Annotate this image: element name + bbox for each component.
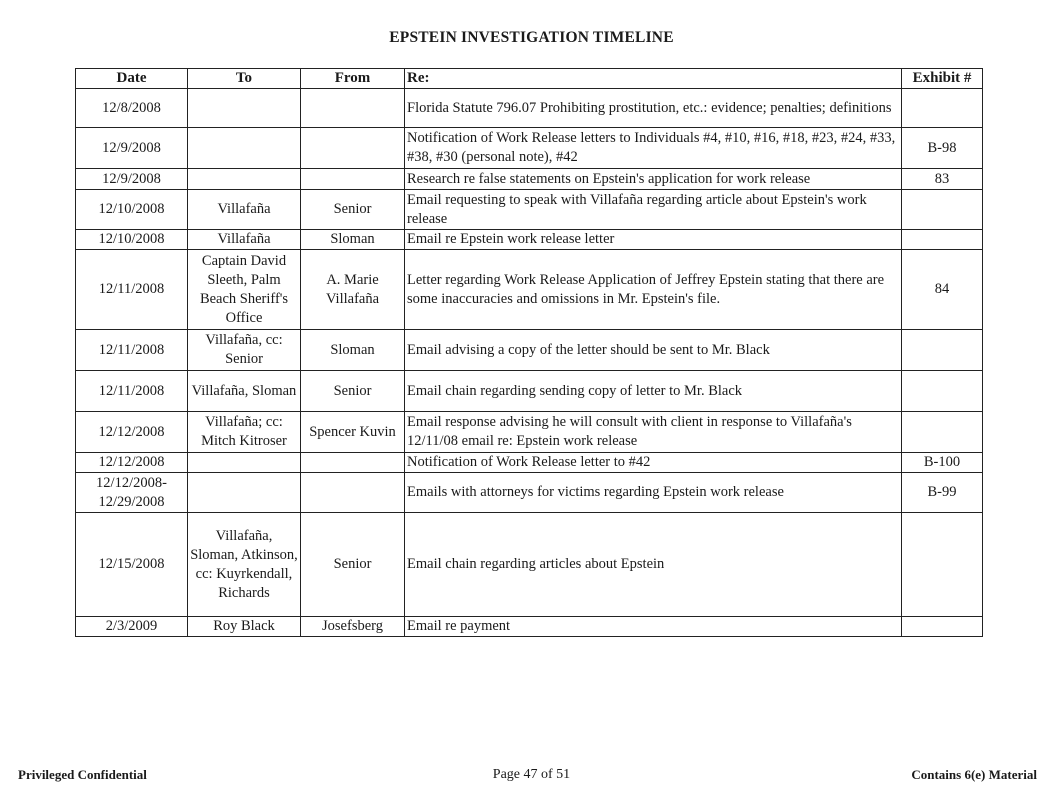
footer-material-notice: Contains 6(e) Material — [911, 767, 1037, 782]
cell-re: Email advising a copy of the letter should be sent to Mr. Black — [405, 330, 902, 371]
cell-from: Josefsberg — [301, 617, 405, 637]
cell-re: Email re payment — [405, 617, 902, 637]
cell-exhibit — [902, 617, 983, 637]
table-row — [76, 371, 983, 412]
cell-to: Villafaña, Sloman, Atkinson, cc: Kuyrkendall, Richards — [188, 513, 301, 617]
cell-exhibit — [902, 190, 983, 230]
header-date: Date — [76, 69, 188, 89]
cell-from — [301, 169, 405, 190]
cell-from: Spencer Kuvin — [301, 412, 405, 453]
cell-exhibit — [902, 513, 983, 617]
cell-date: 12/15/2008 — [76, 513, 188, 617]
cell-re: Email requesting to speak with Villafaña regarding article about Epstein's work release — [405, 190, 902, 230]
header-exhibit: Exhibit # — [902, 69, 983, 89]
cell-re: Research re false statements on Epstein's application for work release — [405, 169, 902, 190]
footer-privileged: Privileged Confidential — [18, 767, 147, 782]
header-row — [76, 69, 983, 89]
table-row — [76, 453, 983, 473]
table-row — [76, 190, 983, 230]
cell-to: Captain David Sleeth, Palm Beach Sheriff's Office — [188, 250, 301, 330]
cell-to: Villafaña, Sloman — [188, 371, 301, 412]
cell-date: 12/11/2008 — [76, 371, 188, 412]
timeline-table — [75, 68, 983, 637]
cell-exhibit — [902, 89, 983, 128]
cell-from: Senior — [301, 513, 405, 617]
cell-from: Sloman — [301, 230, 405, 250]
table-row — [76, 250, 983, 330]
cell-to: Roy Black — [188, 617, 301, 637]
cell-to: Villafaña; cc: Mitch Kitroser — [188, 412, 301, 453]
cell-date: 12/12/2008 — [76, 453, 188, 473]
cell-date: 12/9/2008 — [76, 128, 188, 169]
cell-date: 12/9/2008 — [76, 169, 188, 190]
cell-from: A. Marie Villafaña — [301, 250, 405, 330]
table-row — [76, 169, 983, 190]
cell-from: Senior — [301, 371, 405, 412]
cell-re: Emails with attorneys for victims regarding Epstein work release — [405, 473, 902, 513]
cell-re: Notification of Work Release letters to Individuals #4, #10, #16, #18, #23, #24, #33, #38, #30 (personal note), #42 — [405, 128, 902, 169]
table-row — [76, 412, 983, 453]
header-re: Re: — [405, 69, 902, 89]
cell-re: Letter regarding Work Release Application of Jeffrey Epstein stating that there are some inaccuracies and omissions in Mr. Epstein's file. — [405, 250, 902, 330]
cell-date: 12/8/2008 — [76, 89, 188, 128]
cell-exhibit: 83 — [902, 169, 983, 190]
table-row — [76, 617, 983, 637]
cell-exhibit: 84 — [902, 250, 983, 330]
cell-exhibit: B-98 — [902, 128, 983, 169]
cell-re: Email re Epstein work release letter — [405, 230, 902, 250]
cell-exhibit — [902, 230, 983, 250]
table-row — [76, 128, 983, 169]
cell-re: Email chain regarding sending copy of letter to Mr. Black — [405, 371, 902, 412]
cell-from — [301, 473, 405, 513]
cell-date: 12/12/2008 — [76, 412, 188, 453]
cell-from: Sloman — [301, 330, 405, 371]
cell-date: 12/10/2008 — [76, 230, 188, 250]
table-row — [76, 330, 983, 371]
cell-re: Notification of Work Release letter to #42 — [405, 453, 902, 473]
cell-date: 12/11/2008 — [76, 250, 188, 330]
table-row — [76, 513, 983, 617]
cell-date: 2/3/2009 — [76, 617, 188, 637]
cell-to — [188, 473, 301, 513]
cell-date: 12/11/2008 — [76, 330, 188, 371]
header-from: From — [301, 69, 405, 89]
cell-exhibit — [902, 330, 983, 371]
cell-re: Email chain regarding articles about Epstein — [405, 513, 902, 617]
cell-date: 12/10/2008 — [76, 190, 188, 230]
cell-exhibit: B-99 — [902, 473, 983, 513]
cell-to — [188, 453, 301, 473]
cell-to: Villafaña, cc: Senior — [188, 330, 301, 371]
cell-to — [188, 89, 301, 128]
cell-to — [188, 169, 301, 190]
cell-date: 12/12/2008-12/29/2008 — [76, 473, 188, 513]
cell-from — [301, 89, 405, 128]
cell-from — [301, 128, 405, 169]
cell-re: Florida Statute 796.07 Prohibiting prostitution, etc.: evidence; penalties; definitions — [405, 89, 902, 128]
cell-from: Senior — [301, 190, 405, 230]
cell-exhibit: B-100 — [902, 453, 983, 473]
cell-from — [301, 453, 405, 473]
cell-exhibit — [902, 371, 983, 412]
page-title: EPSTEIN INVESTIGATION TIMELINE — [389, 29, 674, 46]
cell-re: Email response advising he will consult with client in response to Villafaña's 12/11/08 email re: Epstein work release — [405, 412, 902, 453]
cell-to: Villafaña — [188, 230, 301, 250]
header-to: To — [188, 69, 301, 89]
page-number: Page 47 of 51 — [492, 767, 571, 782]
cell-exhibit — [902, 412, 983, 453]
cell-to — [188, 128, 301, 169]
table-row — [76, 230, 983, 250]
table-row — [76, 89, 983, 128]
cell-to: Villafaña — [188, 190, 301, 230]
table-row — [76, 473, 983, 513]
